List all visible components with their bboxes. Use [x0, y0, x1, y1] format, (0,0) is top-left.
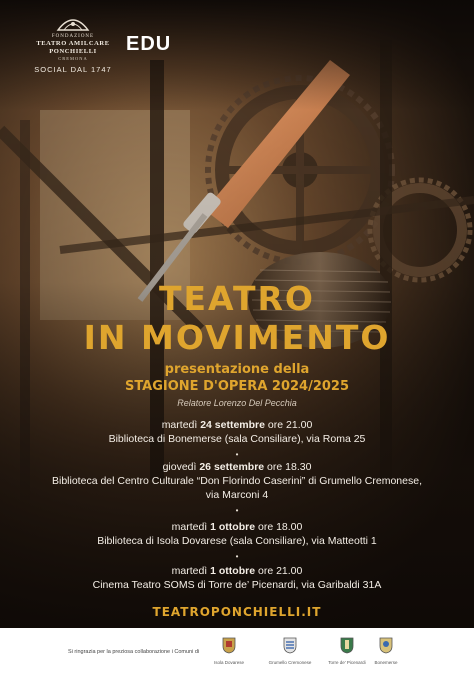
subtitle-line-2: STAGIONE D'OPERA 2024/2025: [124, 379, 350, 394]
event-place: Cinema Teatro SOMS di Torre de’ Picenardi, via Garibaldi 31A: [92, 579, 382, 591]
subtitle-line-1: presentazione della: [164, 362, 310, 377]
event-place: Biblioteca di Bonemerse (sala Consiliare), via Roma 25: [108, 433, 366, 445]
logo-theatre-name: TEATRO AMILCARE PONCHIELLI: [36, 40, 110, 55]
separator-dot: •: [235, 552, 239, 561]
event-day: martedì: [161, 419, 201, 431]
event-item: [0, 564, 474, 592]
municipality-grumello-cremonese[interactable]: [266, 636, 314, 665]
municipality-label: Bonemerse: [374, 660, 398, 665]
logo-city-text: CREMONA: [58, 56, 88, 61]
event-datetime: [0, 460, 474, 474]
separator-dot: •: [235, 450, 239, 459]
event-datetime: [0, 418, 474, 432]
event-place: Biblioteca di Isola Dovarese (sala Consiliare), via Matteotti 1: [97, 535, 377, 547]
edu-logo-text: EDU: [126, 33, 172, 55]
event-place-line-2: via Marconi 4: [205, 489, 269, 501]
municipality-label: Isola Dovarese: [213, 660, 244, 665]
teatro-ponchielli-logo[interactable]: [18, 14, 128, 74]
speaker-credit: Relatore Lorenzo Del Pecchia: [177, 398, 297, 408]
event-time: ore 21.00: [255, 565, 303, 577]
coat-of-arms-icon: [222, 636, 236, 654]
event-date: 1 ottobre: [210, 565, 256, 577]
event-date: 1 ottobre: [210, 521, 256, 533]
event-datetime: [0, 564, 474, 578]
logo-foundation-text: FONDAZIONE: [51, 34, 95, 39]
event-date: 26 settembre: [199, 461, 265, 473]
website-link[interactable]: TEATROPONCHIELLI.IT: [152, 605, 322, 619]
event-day: giovedì: [162, 461, 200, 473]
event-item: [0, 418, 474, 446]
event-day: martedì: [171, 565, 211, 577]
event-time: ore 21.00: [265, 419, 313, 431]
title-line-1: TEATRO: [158, 279, 315, 318]
event-day: martedì: [171, 521, 211, 533]
sponsor-footer: [0, 628, 474, 677]
event-place: Biblioteca del Centro Culturale “Don Florindo Caserini” di Grumello Cremonese,: [52, 475, 422, 487]
event-datetime: [0, 520, 474, 534]
edu-logo[interactable]: [126, 33, 171, 56]
separator-dot: •: [235, 506, 239, 515]
title-line-2: IN MOVIMENTO: [83, 318, 391, 357]
municipality-isola-dovarese[interactable]: [205, 636, 253, 665]
event-item: [0, 460, 474, 502]
theatre-crest-icon: [56, 14, 90, 32]
event-item: [0, 520, 474, 548]
event-time: ore 18.00: [255, 521, 303, 533]
coat-of-arms-icon: [379, 636, 393, 654]
logo-tagline: SOCIAL DAL 1747: [34, 65, 112, 74]
event-time: ore 18.30: [264, 461, 312, 473]
event-date: 24 settembre: [200, 419, 265, 431]
municipality-label: Torre de' Picenardi: [328, 660, 366, 665]
coat-of-arms-icon: [340, 636, 354, 654]
municipality-label: Grumello Cremonese: [268, 660, 312, 665]
thanks-text: Si ringrazia per la preziosa collaborazione i Comuni di: [68, 649, 200, 655]
municipality-bonemerse[interactable]: [362, 636, 410, 665]
coat-of-arms-icon: [283, 636, 297, 654]
